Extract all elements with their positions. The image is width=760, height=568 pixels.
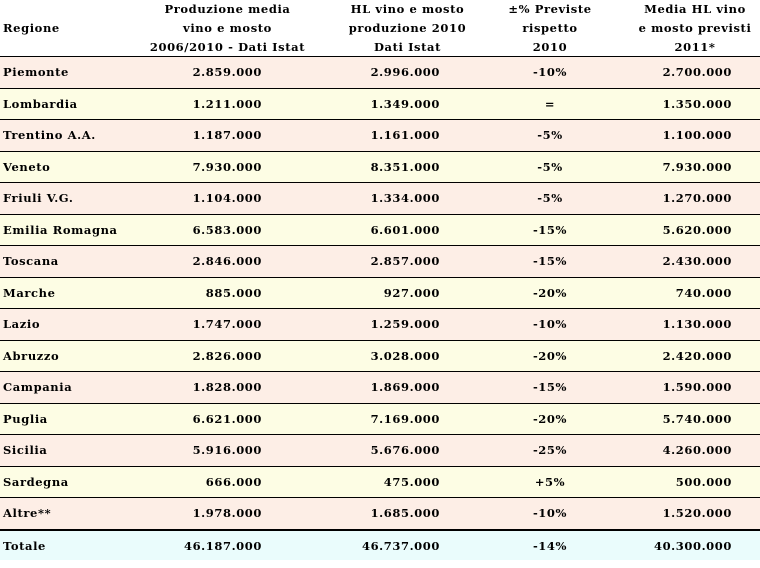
header-previsti-line-1: Media HL vino xyxy=(644,2,746,16)
pct-cell: -20% xyxy=(532,348,568,363)
previsti-cell: 2.700.000 xyxy=(662,65,732,79)
table-row xyxy=(0,466,760,498)
table-row xyxy=(0,497,760,529)
pct-cell: +5% xyxy=(534,474,566,489)
media-cell: 1.978.000 xyxy=(192,506,262,520)
media-cell: 666.000 xyxy=(205,474,262,489)
region-cell: Abruzzo xyxy=(3,348,60,363)
region-cell: Emilia Romagna xyxy=(3,222,118,237)
hl2010-cell: 5.676.000 xyxy=(370,443,440,457)
media-cell: 2.826.000 xyxy=(192,348,262,363)
hl2010-cell: 1.685.000 xyxy=(370,506,440,520)
hl2010-cell: 46.737.000 xyxy=(361,538,440,553)
region-cell: Veneto xyxy=(3,159,51,174)
previsti-cell: 2.420.000 xyxy=(662,348,732,363)
hl2010-cell: 927.000 xyxy=(383,285,440,300)
pct-cell: -5% xyxy=(537,159,563,174)
pct-cell: -20% xyxy=(532,285,568,300)
previsti-cell: 1.100.000 xyxy=(662,128,732,142)
header-media-line-3: 2006/2010 - Dati Istat xyxy=(149,40,306,54)
previsti-cell: 740.000 xyxy=(675,285,732,300)
region-cell: Puglia xyxy=(3,411,48,426)
table-row xyxy=(0,403,760,435)
hl2010-cell: 6.601.000 xyxy=(370,222,440,237)
table-row xyxy=(0,88,760,120)
total-row xyxy=(0,529,760,561)
media-cell: 46.187.000 xyxy=(183,538,262,553)
region-cell: Toscana xyxy=(3,254,59,268)
media-cell: 1.828.000 xyxy=(192,380,262,394)
media-cell: 2.846.000 xyxy=(192,254,262,268)
table-row xyxy=(0,245,760,277)
region-cell: Campania xyxy=(3,380,73,394)
pct-cell: -15% xyxy=(532,380,568,394)
previsti-cell: 5.620.000 xyxy=(662,222,732,237)
previsti-cell: 1.130.000 xyxy=(662,317,732,331)
hl2010-cell: 1.161.000 xyxy=(370,128,440,142)
pct-cell: -10% xyxy=(532,65,568,79)
region-cell: Piemonte xyxy=(3,65,69,79)
previsti-cell: 1.520.000 xyxy=(662,506,732,520)
header-regione-line: Regione xyxy=(3,21,60,35)
pct-cell: -20% xyxy=(532,411,568,426)
media-cell: 1.187.000 xyxy=(192,128,262,142)
table-row xyxy=(0,277,760,309)
hl2010-cell: 3.028.000 xyxy=(370,348,440,363)
pct-cell: -10% xyxy=(532,506,568,520)
header-hl2010-line-3: Dati Istat xyxy=(373,40,442,54)
table-row xyxy=(0,308,760,340)
region-cell: Sicilia xyxy=(3,443,48,457)
hl2010-cell: 2.857.000 xyxy=(370,254,440,268)
header-media-line-1: Produzione media xyxy=(164,2,291,16)
table-row xyxy=(0,371,760,403)
hl2010-cell: 1.869.000 xyxy=(370,380,440,394)
header-hl-2010 xyxy=(330,0,485,56)
header-previsti-2011 xyxy=(630,0,760,56)
media-cell: 1.747.000 xyxy=(192,317,262,331)
header-hl2010-line-2: produzione 2010 xyxy=(348,21,467,35)
media-cell: 6.621.000 xyxy=(192,411,262,426)
table-row xyxy=(0,182,760,214)
region-cell: Totale xyxy=(3,538,46,553)
previsti-cell: 40.300.000 xyxy=(653,538,732,553)
region-cell: Lazio xyxy=(3,317,41,331)
hl2010-cell: 8.351.000 xyxy=(370,159,440,174)
pct-cell: -5% xyxy=(537,128,563,142)
pct-cell: -15% xyxy=(532,222,568,237)
previsti-cell: 5.740.000 xyxy=(662,411,732,426)
media-cell: 5.916.000 xyxy=(192,443,262,457)
table-row xyxy=(0,56,760,88)
header-produzione-media xyxy=(130,0,325,56)
hl2010-cell: 7.169.000 xyxy=(370,411,440,426)
header-hl2010-line-1: HL vino e mosto xyxy=(350,2,465,16)
previsti-cell: 1.270.000 xyxy=(662,191,732,205)
region-cell: Altre** xyxy=(3,506,52,520)
header-previste xyxy=(480,0,620,56)
media-cell: 1.104.000 xyxy=(192,191,262,205)
region-cell: Friuli V.G. xyxy=(3,191,74,205)
media-cell: 6.583.000 xyxy=(192,222,262,237)
pct-cell: -5% xyxy=(537,191,563,205)
table-row xyxy=(0,119,760,151)
header-previsti-line-2: e mosto previsti xyxy=(638,21,752,35)
pct-cell: = xyxy=(544,96,556,111)
table-row xyxy=(0,151,760,183)
pct-cell: -15% xyxy=(532,254,568,268)
hl2010-cell: 1.349.000 xyxy=(370,96,440,111)
previsti-cell: 1.590.000 xyxy=(662,380,732,394)
pct-cell: -25% xyxy=(532,443,568,457)
region-cell: Trentino A.A. xyxy=(3,128,96,142)
previsti-cell: 4.260.000 xyxy=(662,443,732,457)
hl2010-cell: 1.334.000 xyxy=(370,191,440,205)
header-previste-line-1: ±% Previste xyxy=(508,2,592,16)
header-previste-line-3: 2010 xyxy=(532,40,568,54)
header-previste-line-2: rispetto xyxy=(522,21,578,35)
hl2010-cell: 2.996.000 xyxy=(370,65,440,79)
pct-cell: -14% xyxy=(532,538,568,553)
table-header xyxy=(0,0,760,56)
table-row xyxy=(0,340,760,372)
previsti-cell: 1.350.000 xyxy=(662,96,732,111)
table-body xyxy=(0,56,760,560)
hl2010-cell: 475.000 xyxy=(383,474,440,489)
media-cell: 1.211.000 xyxy=(192,96,262,111)
region-cell: Lombardia xyxy=(3,96,78,111)
previsti-cell: 500.000 xyxy=(675,474,732,489)
header-media-line-2: vino e mosto xyxy=(183,21,272,35)
table-row xyxy=(0,214,760,246)
region-cell: Sardegna xyxy=(3,474,69,489)
hl2010-cell: 1.259.000 xyxy=(370,317,440,331)
previsti-cell: 7.930.000 xyxy=(662,159,732,174)
media-cell: 2.859.000 xyxy=(192,65,262,79)
previsti-cell: 2.430.000 xyxy=(662,254,732,268)
media-cell: 7.930.000 xyxy=(192,159,262,174)
region-cell: Marche xyxy=(3,285,56,300)
header-previsti-line-3: 2011* xyxy=(674,40,716,54)
table-row xyxy=(0,434,760,466)
media-cell: 885.000 xyxy=(205,285,262,300)
pct-cell: -10% xyxy=(532,317,568,331)
